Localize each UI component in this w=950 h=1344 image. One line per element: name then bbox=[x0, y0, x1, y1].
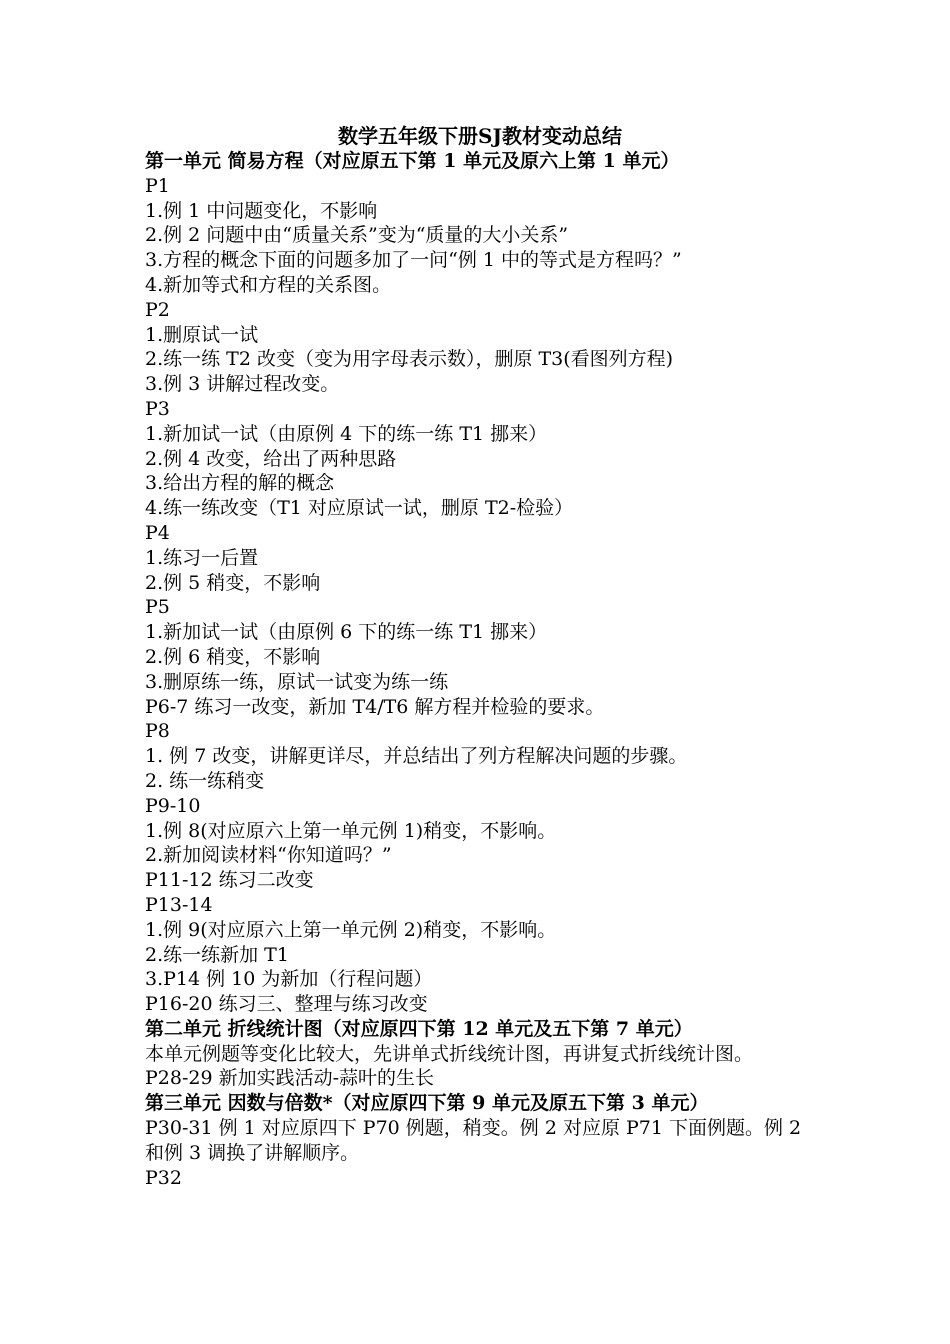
section-heading: 第二单元 折线统计图（对应原四下第 12 单元及五下第 7 单元） bbox=[145, 1017, 693, 1040]
text-line: P5 bbox=[145, 596, 170, 619]
text-line: 3.例 3 讲解过程改变。 bbox=[145, 373, 340, 396]
text-line: 3.删原练一练，原试一试变为练一练 bbox=[145, 670, 449, 693]
section-heading: 第三单元 因数与倍数*（对应原四下第 9 单元及原五下第 3 单元） bbox=[145, 1092, 709, 1115]
text-line: 2.练一练 T2 改变（变为用字母表示数），删原 T3(看图列方程) bbox=[145, 348, 674, 371]
text-line: P9-10 bbox=[145, 794, 201, 817]
text-line: 1.例 9(对应原六上第一单元例 2)稍变，不影响。 bbox=[145, 918, 557, 941]
text-line: 1.新加试一试（由原例 6 下的练一练 T1 挪来） bbox=[145, 621, 548, 644]
text-line: 4.新加等式和方程的关系图。 bbox=[145, 273, 392, 296]
text-line: 2.例 2 问题中由“质量关系”变为“质量的大小关系” bbox=[145, 224, 569, 247]
text-line: P32 bbox=[145, 1166, 182, 1189]
text-line: 2.例 4 改变，给出了两种思路 bbox=[145, 447, 397, 470]
text-line: P28-29 新加实践活动-蒜叶的生长 bbox=[145, 1067, 435, 1090]
text-line: P11-12 练习二改变 bbox=[145, 869, 314, 892]
document-title: 数学五年级下册SJ教材变动总结 bbox=[338, 124, 622, 148]
text-line: P30-31 例 1 对应原四下 P70 例题，稍变。例 2 对应原 P71 下面例题。例 2 和例 3 调换了讲解顺序。 bbox=[145, 1117, 802, 1164]
text-line: 2.新加阅读材料“你知道吗？” bbox=[145, 844, 392, 867]
text-line: P6-7 练习一改变，新加 T4/T6 解方程并检验的要求。 bbox=[145, 695, 605, 718]
text-line: 1.新加试一试（由原例 4 下的练一练 T1 挪来） bbox=[145, 422, 548, 445]
text-line: 1.练习一后置 bbox=[145, 546, 259, 569]
document-lines bbox=[145, 149, 815, 1190]
section-heading: 第一单元 简易方程（对应原五下第 1 单元及原六上第 1 单元） bbox=[145, 150, 680, 172]
text-line: 2.例 5 稍变，不影响 bbox=[145, 571, 321, 594]
text-line: 4.练一练改变（T1 对应原试一试，删原 T2-检验） bbox=[145, 497, 574, 520]
text-line: 3.方程的概念下面的问题多加了一问“例 1 中的等式是方程吗？” bbox=[145, 249, 682, 272]
text-line: 本单元例题等变化比较大，先讲单式折线统计图，再讲复式折线统计图。 bbox=[145, 1042, 754, 1065]
text-line: P8 bbox=[145, 720, 170, 743]
text-line: 2. 练一练稍变 bbox=[145, 769, 265, 792]
text-line: P16-20 练习三、整理与练习改变 bbox=[145, 993, 428, 1016]
text-line: P2 bbox=[145, 298, 170, 321]
text-line: 1. 例 7 改变，讲解更详尽，并总结出了列方程解决问题的步骤。 bbox=[145, 745, 688, 768]
text-line: 3.P14 例 10 为新加（行程问题） bbox=[145, 968, 433, 991]
text-line: 2.例 6 稍变，不影响 bbox=[145, 645, 321, 668]
text-line: P3 bbox=[145, 397, 170, 420]
text-line: P4 bbox=[145, 521, 170, 544]
text-line: P13-14 bbox=[145, 893, 213, 916]
text-line: 1.例 8(对应原六上第一单元例 1)稍变，不影响。 bbox=[145, 819, 557, 842]
text-line: 2.练一练新加 T1 bbox=[145, 943, 289, 966]
text-line: 1.删原试一试 bbox=[145, 323, 259, 346]
document-body bbox=[145, 123, 815, 1190]
text-line: 1.例 1 中问题变化，不影响 bbox=[145, 199, 378, 222]
text-line: P1 bbox=[145, 174, 170, 197]
text-line: 3.给出方程的解的概念 bbox=[145, 472, 335, 495]
